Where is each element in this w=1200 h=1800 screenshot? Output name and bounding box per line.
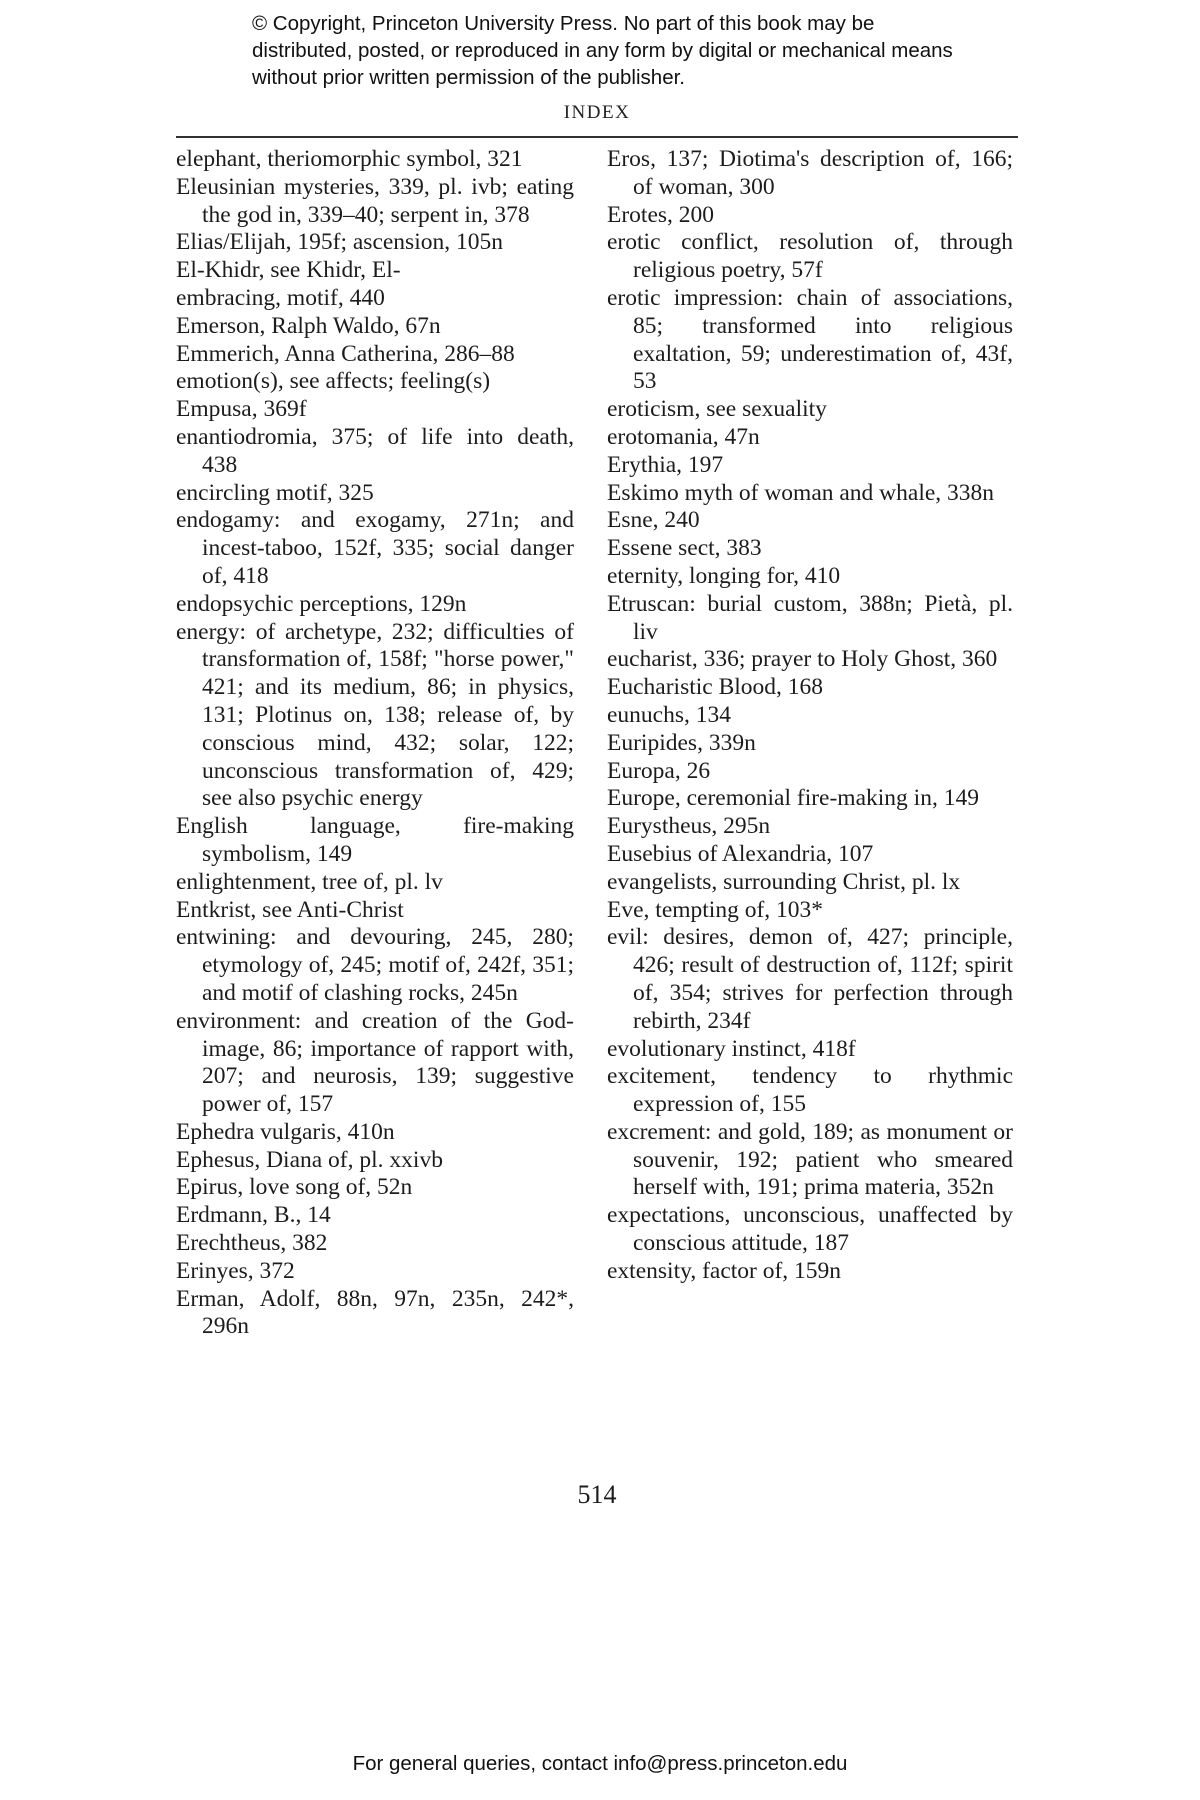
index-entry: Etruscan: burial custom, 388n; Pietà, pl. liv	[607, 590, 1013, 645]
index-entry: enantiodromia, 375; of life into death, 438	[176, 423, 574, 478]
index-entry: erotic conflict, resolution of, through religious poetry, 57f	[607, 229, 1013, 284]
index-entry: Euripides, 339n	[607, 729, 756, 756]
index-entry: Erman, Adolf, 88n, 97n, 235n, 242*, 296n	[176, 1285, 574, 1340]
index-entry: Erdmann, B., 14	[176, 1202, 331, 1229]
index-entry: eroticism, see sexuality	[607, 396, 827, 423]
index-entry: encircling motif, 325	[176, 479, 374, 506]
index-entry: erotic impression: chain of associations, 85; transformed into religious exaltation, 59; underestimation of, 43f, 53	[607, 284, 1013, 395]
index-entry: expectations, unconscious, unaffected by conscious attitude, 187	[607, 1202, 1013, 1257]
index-entry: elephant, theriomorphic symbol, 321	[176, 146, 523, 172]
index-entry: evangelists, surrounding Christ, pl. lx	[607, 868, 961, 895]
index-entry: eternity, longing for, 410	[607, 562, 841, 589]
index-entry: Eusebius of Alexandria, 107	[607, 840, 874, 867]
index-entry: evolutionary instinct, 418f	[607, 1035, 856, 1062]
index-entry: Eleusinian mysteries, 339, pl. ivb; eating the god in, 339–40; serpent in, 378	[176, 173, 574, 228]
header-rule	[176, 136, 1018, 138]
index-entry: Esne, 240	[607, 507, 700, 534]
index-entry: Eurystheus, 295n	[607, 813, 771, 840]
index-entry: extensity, factor of, 159n	[607, 1257, 842, 1284]
index-entry: emotion(s), see affects; feeling(s)	[176, 368, 491, 395]
index-entry: Empusa, 369f	[176, 396, 307, 423]
index-entry: environment: and creation of the God-image, 86; importance of rapport with, 207; and neurosis, 139; suggestive power of, 157	[176, 1007, 574, 1118]
index-entry: Europe, ceremonial fire-making in, 149	[607, 785, 979, 812]
index-entry: Epirus, love song of, 52n	[176, 1174, 413, 1201]
index-entry: Emerson, Ralph Waldo, 67n	[176, 312, 441, 339]
page-number: 514	[577, 1480, 617, 1509]
index-entry: El-Khidr, see Khidr, El-	[176, 257, 401, 284]
index-entry: Ephesus, Diana of, pl. xxivb	[176, 1146, 443, 1173]
index-column-right	[607, 146, 1013, 1286]
index-entry: Eucharistic Blood, 168	[607, 674, 824, 701]
index-entry: Europa, 26	[607, 757, 711, 784]
footer-contact: For general queries, contact info@press.princeton.edu	[352, 1752, 848, 1775]
index-entry: evil: desires, demon of, 427; principle, 426; result of destruction of, 112f; spirit of, 354; strives for perfection through rebirth, 234f	[607, 924, 1013, 1034]
index-entry: Erotes, 200	[607, 201, 715, 228]
index-entry: Erythia, 197	[607, 451, 724, 478]
index-entry: Eros, 137; Diotima's description of, 166; of woman, 300	[607, 146, 1013, 200]
copyright-notice: © Copyright, Princeton University Press. No part of this book may be distributed, posted, or reproduced in any form by digital or mechanical means without prior written permission of the publisher.	[252, 12, 953, 89]
index-entry: erotomania, 47n	[607, 423, 760, 450]
index-entry: Ephedra vulgaris, 410n	[176, 1118, 395, 1145]
index-entry: endopsychic perceptions, 129n	[176, 590, 467, 617]
index-entry: Emmerich, Anna Catherina, 286–88	[176, 340, 515, 367]
running-head: INDEX	[563, 102, 631, 123]
index-entry: excitement, tendency to rhythmic expression of, 155	[607, 1063, 1013, 1118]
index-entry: energy: of archetype, 232; difficulties of transformation of, 158f; "horse power," 421; and its medium, 86; in physics, 131; Plotinus on, 138; release of, by conscious mind, 432; solar, 122; unconscious transformation of, 429; see also psychic energy	[176, 618, 574, 812]
index-entry: Erechtheus, 382	[176, 1230, 328, 1257]
index-column-left	[176, 146, 574, 1341]
index-entry: eunuchs, 134	[607, 701, 732, 728]
index-entry: entwining: and devouring, 245, 280; etymology of, 245; motif of, 242f, 351; and motif of clashing rocks, 245n	[176, 924, 574, 1006]
index-entry: Essene sect, 383	[607, 535, 762, 562]
index-entry: Entkrist, see Anti-Christ	[176, 896, 404, 923]
index-entry: Eskimo myth of woman and whale, 338n	[607, 479, 995, 506]
index-entry: English language, fire-making symbolism, 149	[176, 813, 574, 867]
index-entry: embracing, motif, 440	[176, 284, 385, 311]
index-entry: excrement: and gold, 189; as monument or souvenir, 192; patient who smeared herself with, 191; prima materia, 352n	[607, 1118, 1013, 1201]
index-entry: eucharist, 336; prayer to Holy Ghost, 360	[607, 646, 998, 673]
index-entry: enlightenment, tree of, pl. lv	[176, 868, 443, 895]
index-entry: Elias/Elijah, 195f; ascension, 105n	[176, 229, 503, 256]
index-entry: Erinyes, 372	[176, 1257, 295, 1284]
index-entry: endogamy: and exogamy, 271n; and incest-taboo, 152f, 335; social danger of, 418	[176, 507, 574, 589]
index-entry: Eve, tempting of, 103*	[607, 896, 824, 923]
